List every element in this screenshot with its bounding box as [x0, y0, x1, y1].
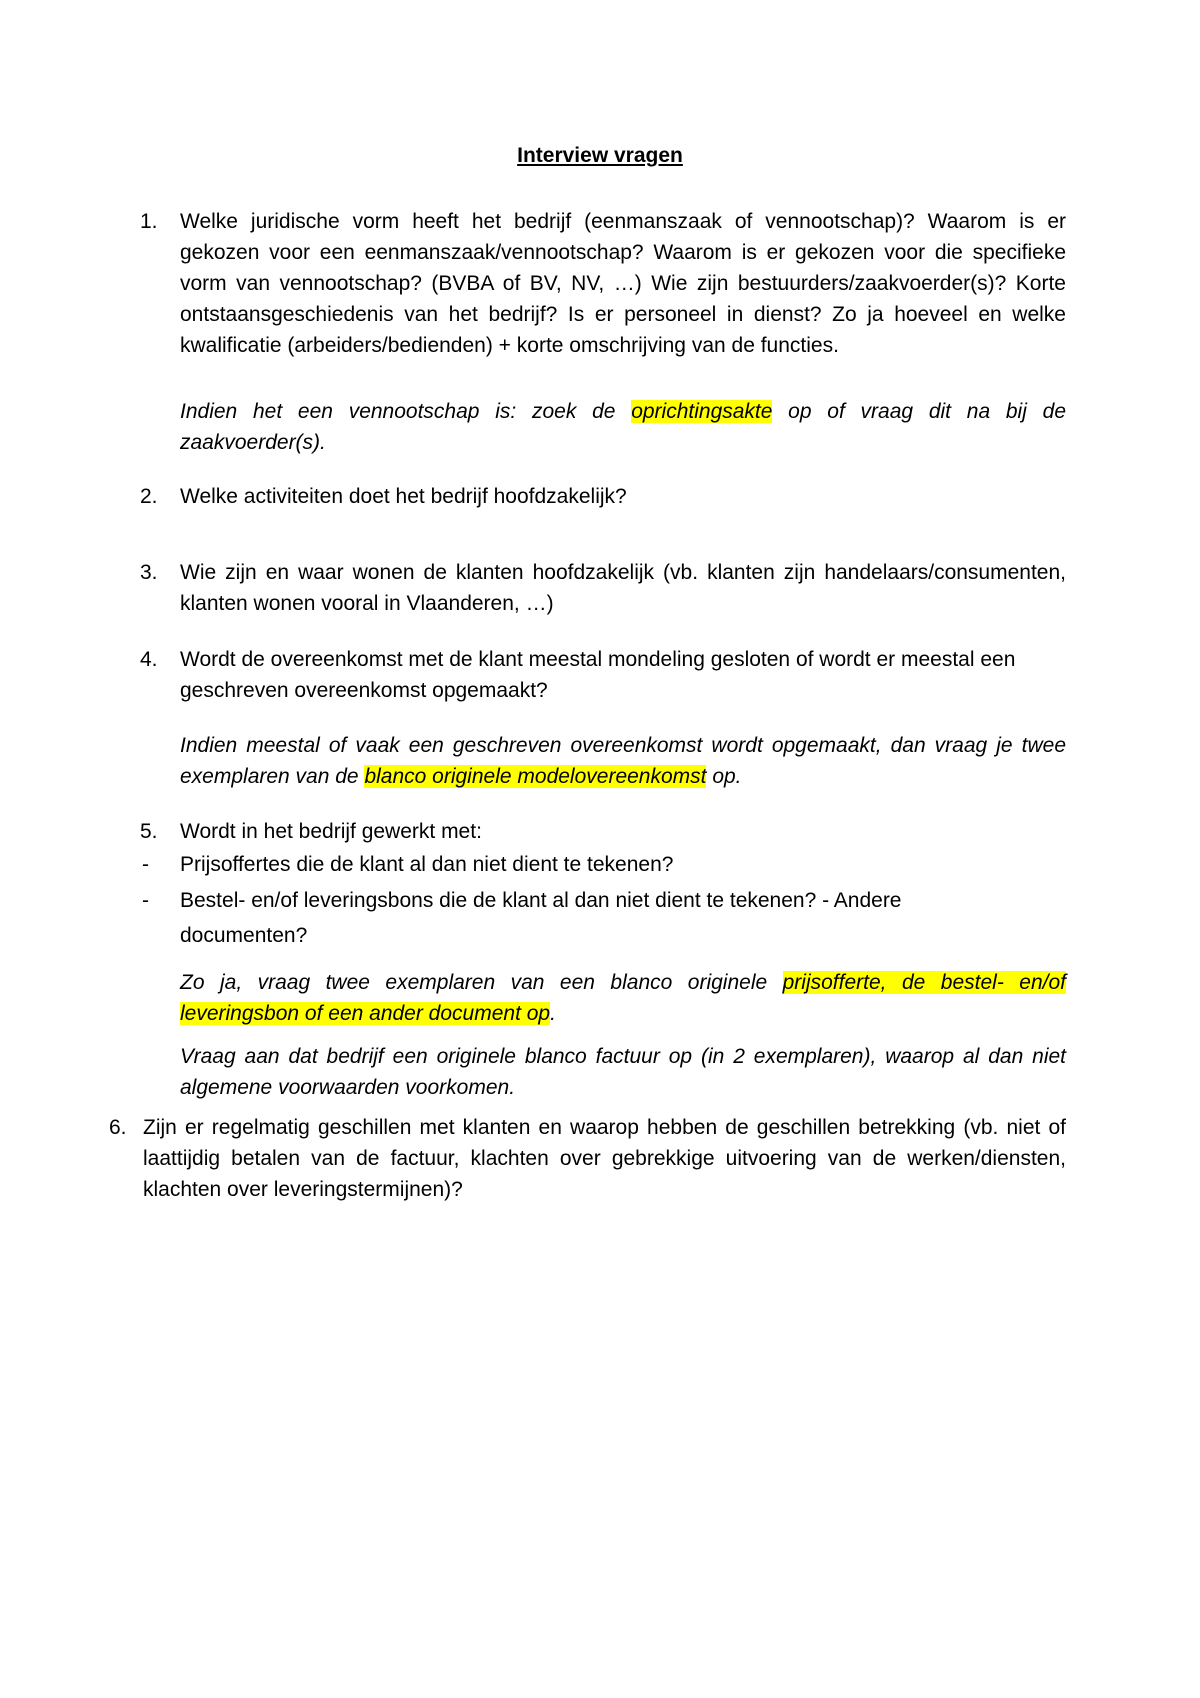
- highlighted-text: blanco originele modelovereenkomst: [364, 765, 707, 788]
- question-5-note-2: [180, 1041, 1066, 1103]
- question-text: Zijn er regelmatig geschillen met klanten en waarop hebben de geschillen betrekking (vb. niet of laattijdig betalen van de factuur, klachten over gebrekkige uitvoering van de werken/diensten, klachten over leveringstermijnen)?: [143, 1116, 1066, 1201]
- question-4-note: [180, 730, 1066, 792]
- question-number: 4.: [140, 648, 158, 671]
- highlighted-text: oprichtingsakte: [631, 400, 773, 423]
- question-text: Wordt de overeenkomst met de klant meestal mondeling gesloten of wordt er meestal een geschreven overeenkomst opgemaakt?: [180, 648, 1016, 702]
- note-text: op.: [706, 765, 742, 788]
- bullet-marker: -: [142, 853, 149, 876]
- bullet-text: Bestel- en/of leveringsbons die de klant al dan niet dient te tekenen? - Andere documenten?: [180, 889, 902, 947]
- question-text: Wordt in het bedrijf gewerkt met:: [180, 820, 482, 843]
- question-1-note: [180, 396, 1066, 458]
- bullet-marker: -: [142, 889, 149, 912]
- highlighted-text: prijsofferte, de bestel- en/of leveringsbon of een ander document op: [180, 971, 1066, 1025]
- note-text: .: [550, 1002, 556, 1025]
- question-number: 1.: [140, 210, 158, 233]
- bullet-item: [142, 883, 980, 953]
- question-1: [140, 206, 1066, 361]
- bullet-item: [142, 849, 1066, 880]
- question-text: Welke activiteiten doet het bedrijf hoofdzakelijk?: [180, 485, 627, 508]
- question-number: 6.: [109, 1116, 127, 1139]
- page-title: Interview vragen: [517, 144, 683, 167]
- question-number: 2.: [140, 485, 158, 508]
- question-5: [140, 816, 1066, 847]
- question-4: [140, 644, 1066, 706]
- note-text: Zo ja, vraag twee exemplaren van een blanco originele: [180, 971, 783, 994]
- note-text: Vraag aan dat bedrijf een originele blanco factuur op (in 2 exemplaren), waarop al dan niet algemene voorwaarden voorkomen.: [180, 1045, 1066, 1099]
- question-text: Wie zijn en waar wonen de klanten hoofdzakelijk (vb. klanten zijn handelaars/consumenten, klanten wonen vooral in Vlaanderen, …): [180, 561, 1066, 615]
- bullet-text: Prijsoffertes die de klant al dan niet dient te tekenen?: [180, 853, 674, 876]
- question-2: [140, 481, 1066, 512]
- question-3: [140, 557, 1066, 619]
- note-text: Indien meestal of vaak een geschreven overeenkomst wordt opgemaakt, dan vraag je twee exemplaren van de: [180, 734, 1066, 788]
- question-text: Welke juridische vorm heeft het bedrijf (eenmanszaak of vennootschap)? Waarom is er gekozen voor een eenmanszaak/vennootschap? Waarom is er gekozen voor die specifieke vorm van vennootschap? (BVBA of BV, NV, …) Wie zijn bestuurders/zaakvoerder(s)? Korte ontstaansgeschiedenis van het bedrijf? Is er personeel in dienst? Zo ja hoeveel en welke kwalificatie (arbeiders/bedienden) + korte omschrijving van de functies.: [180, 210, 1066, 357]
- note-text: Indien het een vennootschap is: zoek de: [180, 400, 632, 423]
- question-6: [109, 1112, 1066, 1205]
- question-5-note-1: [180, 967, 1066, 1029]
- question-number: 3.: [140, 561, 158, 584]
- question-number: 5.: [140, 820, 158, 843]
- note-text: op of vraag dit na bij de zaakvoerder(s).: [180, 400, 1066, 454]
